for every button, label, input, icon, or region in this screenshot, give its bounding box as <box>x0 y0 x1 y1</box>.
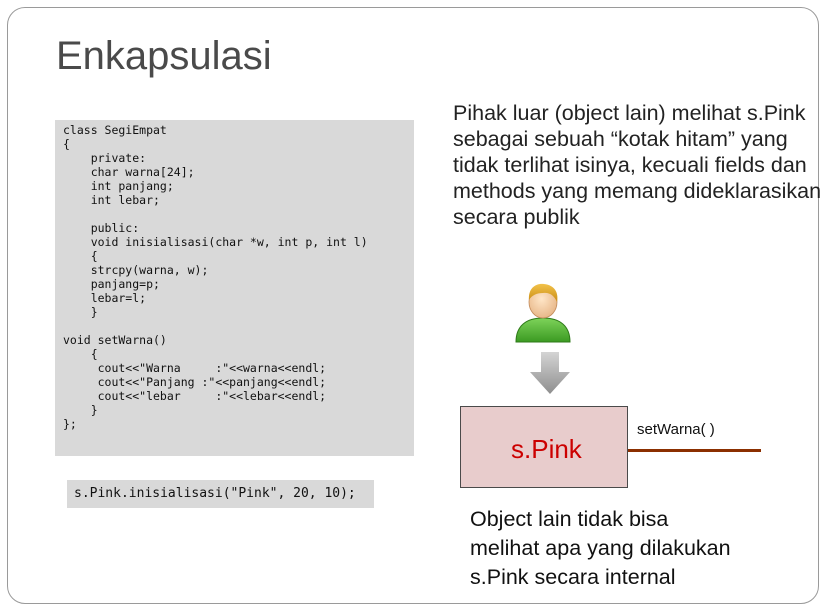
description-line: sebagai sebuah “kotak hitam” yang <box>453 127 788 151</box>
note-text <box>470 505 731 592</box>
method-call-code: s.Pink.inisialisasi("Pink", 20, 10); <box>74 486 356 501</box>
method-label: setWarna( ) <box>637 421 715 438</box>
description-line: Pihak luar (object lain) melihat s.Pink <box>453 101 806 125</box>
note-line: melihat apa yang dilakukan <box>470 536 731 560</box>
call-code-block <box>67 480 374 508</box>
slide-title: Enkapsulasi <box>56 34 272 78</box>
note-line: s.Pink secara internal <box>470 565 676 589</box>
arrow-down-icon <box>530 352 570 394</box>
note-line: Object lain tidak bisa <box>470 507 669 531</box>
description-line: tidak terlihat isinya, kecuali fields dan <box>453 153 807 177</box>
class-code: class SegiEmpat { private: char warna[24]; int panjang; int lebar; public: void inisialisasi(char *w, int p, int l) { strcpy(warna, w); panjang=p; lebar=l; } void setWarna() { cout<<"Warna :"<<warna<<endl; cout<<"Panjang :"<<panjang<<endl; cout<<"lebar :"<<lebar<<endl; } }; <box>63 123 368 431</box>
description-line: secara publik <box>453 205 580 229</box>
object-label: s.Pink <box>511 434 582 464</box>
description-text <box>453 100 828 230</box>
person-icon <box>512 280 574 344</box>
code-block <box>55 120 414 456</box>
method-connector-line <box>628 449 761 452</box>
description-line: methods yang memang dideklarasikan <box>453 179 822 203</box>
